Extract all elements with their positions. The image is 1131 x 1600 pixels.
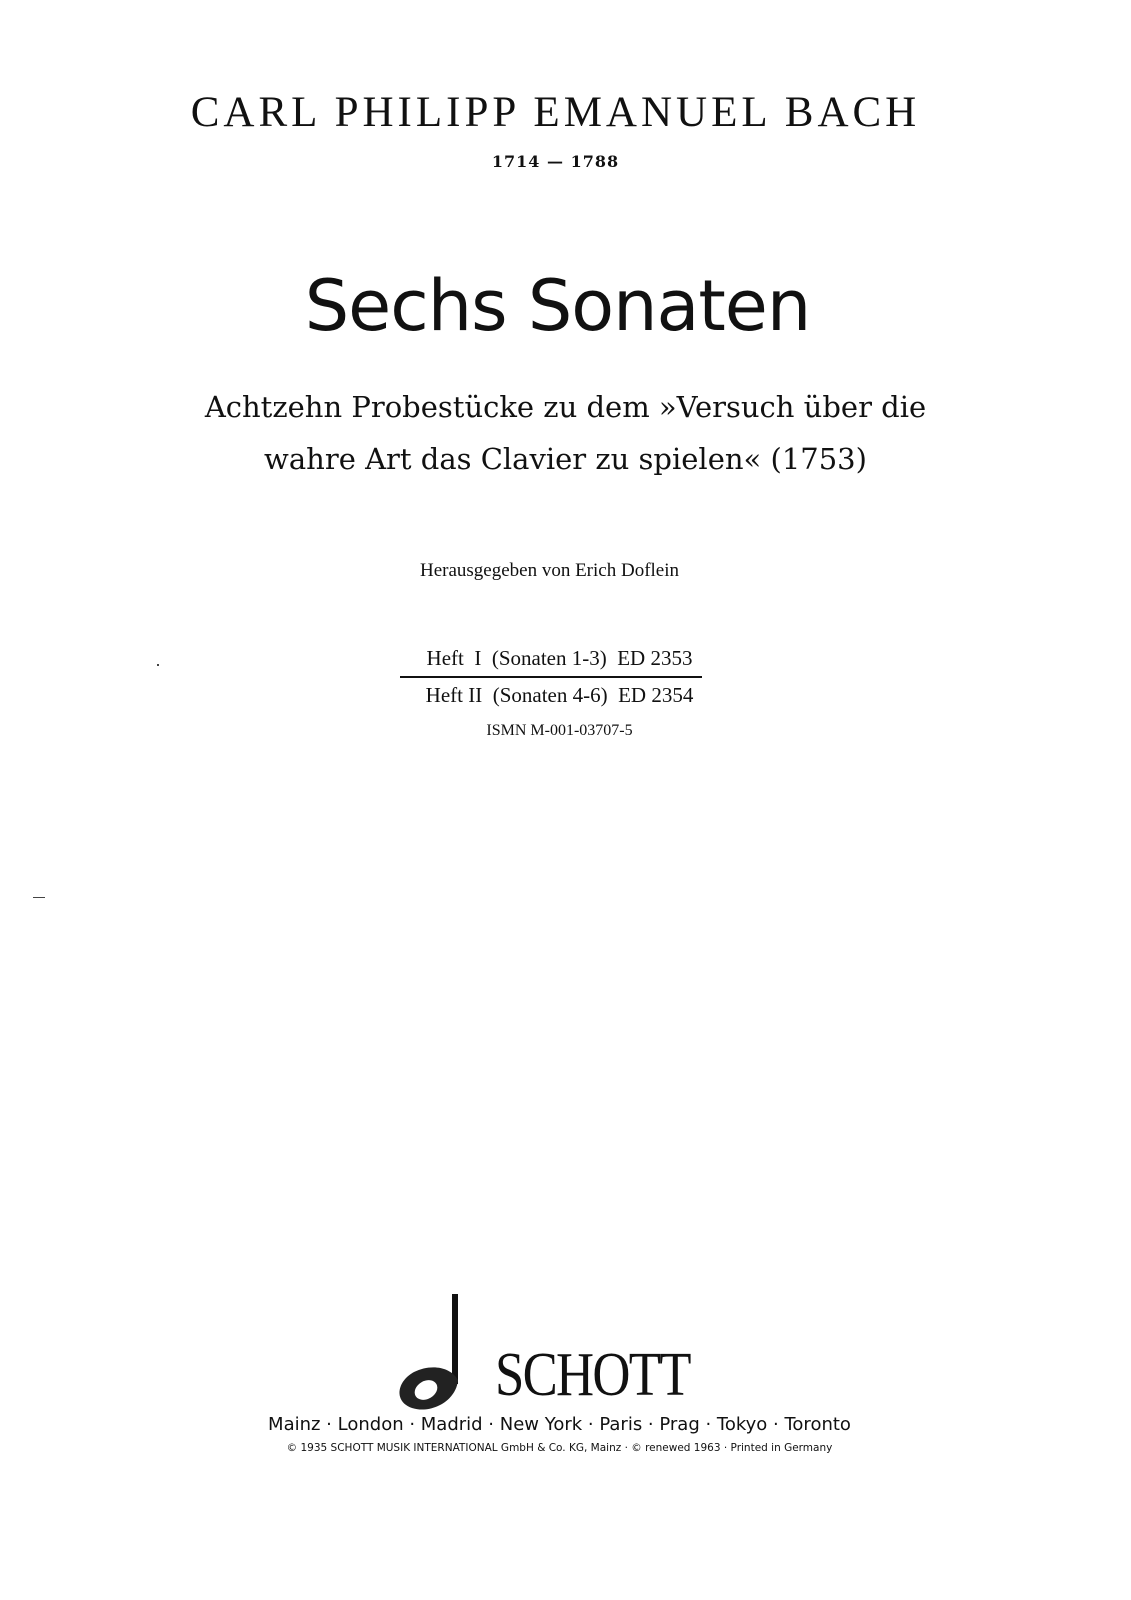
composer-name: CARL PHILIPP EMANUEL BACH <box>190 89 921 136</box>
volume-2: Heft II (Sonaten 4-6) ED 2354 <box>425 683 694 707</box>
scan-speck <box>33 897 45 898</box>
volume-1: Heft I (Sonaten 1-3) ED 2353 <box>426 646 693 670</box>
subtitle-line-1: Achtzehn Probestücke zu dem »Versuch über die <box>204 390 927 424</box>
schott-logo <box>390 1290 720 1415</box>
logo-text: SCHOTT <box>495 1341 690 1409</box>
scan-speck <box>157 664 159 666</box>
copyright-notice: © 1935 SCHOTT MUSIK INTERNATIONAL GmbH & Co. KG, Mainz · © renewed 1963 · Printed in Germany <box>286 1442 833 1454</box>
volume-underline <box>400 676 702 678</box>
work-title: Sechs Sonaten <box>304 265 811 347</box>
editor-credit: Herausgegeben von Erich Doflein <box>419 560 680 581</box>
ismn: ISMN M-001-03707-5 <box>486 722 633 739</box>
composer-dates: 1714 — 1788 <box>491 152 620 171</box>
note-icon <box>390 1290 510 1415</box>
publisher-cities: Mainz · London · Madrid · New York · Paris · Prag · Tokyo · Toronto <box>268 1414 851 1435</box>
subtitle-line-2: wahre Art das Clavier zu spielen« (1753) <box>264 442 867 476</box>
